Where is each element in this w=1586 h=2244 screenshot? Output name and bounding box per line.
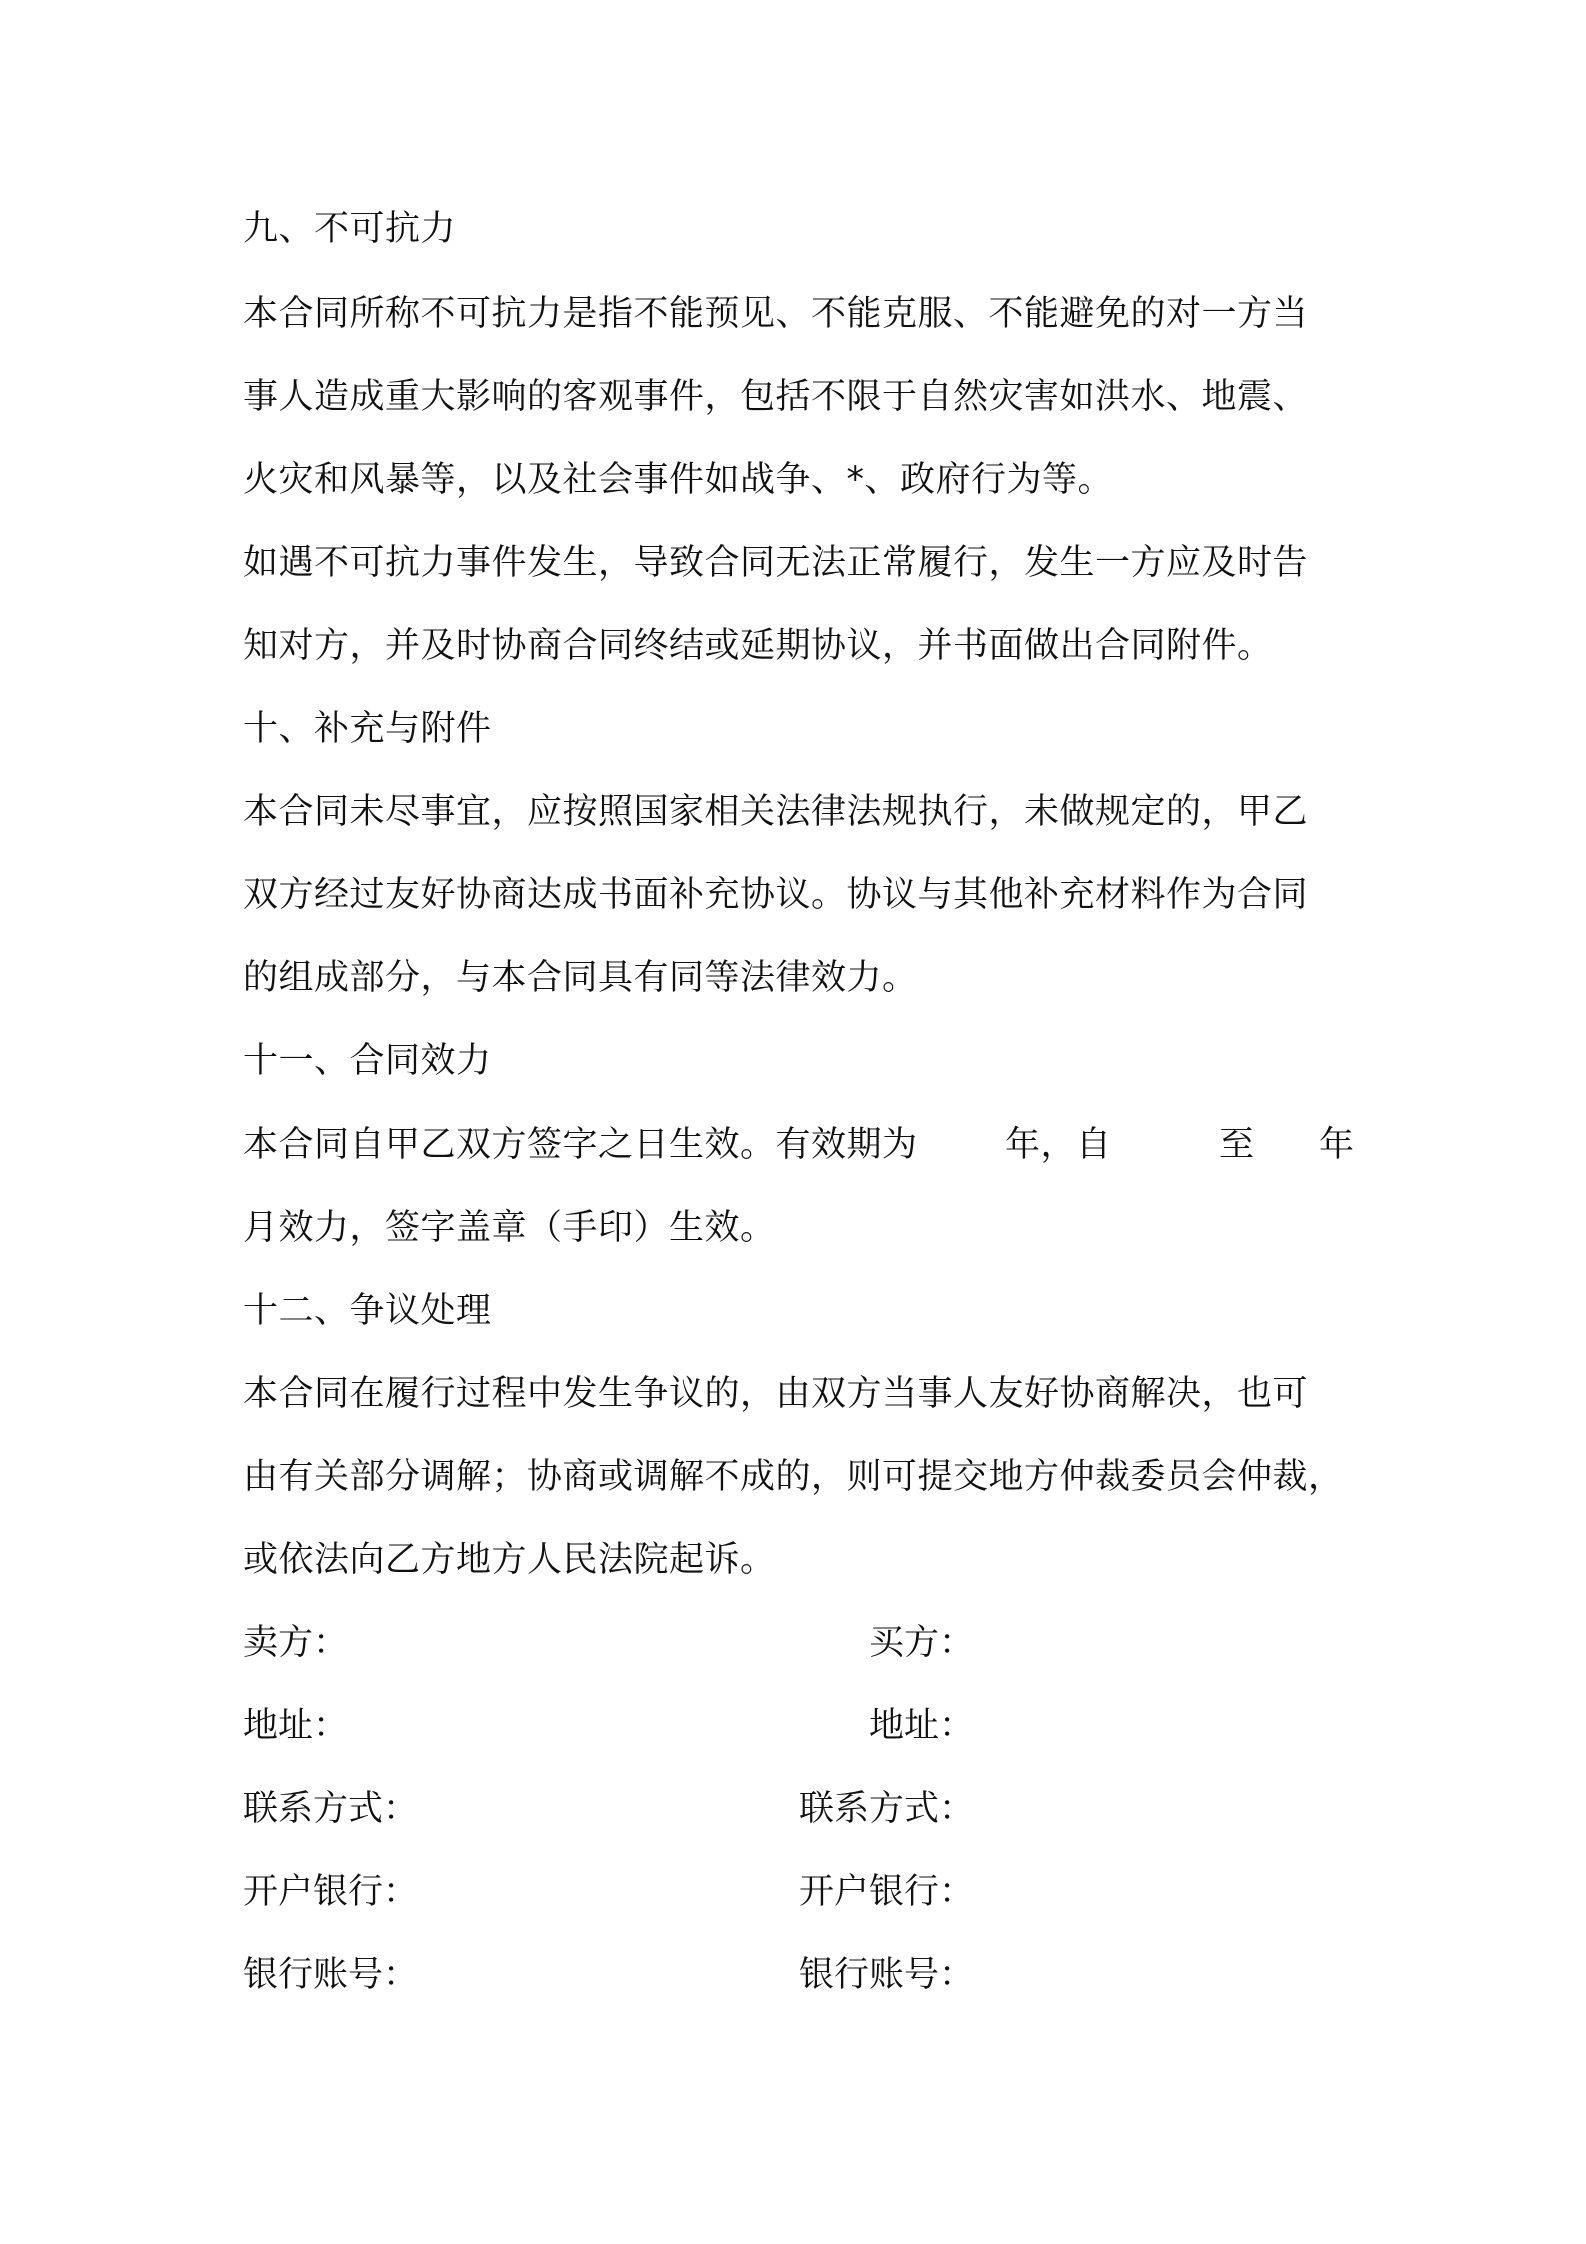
paragraph-line: 双方经过友好协商达成书面补充协议。协议与其他补充材料作为合同	[243, 875, 1309, 915]
paragraph-line: 知对方，并及时协商合同终结或延期协议，并书面做出合同附件。	[243, 626, 1273, 666]
paragraph-line: 本合同所称不可抗力是指不能预见、不能克服、不能避免的对一方当	[243, 294, 1309, 334]
section-heading-supplement: 十、补充与附件	[243, 709, 492, 749]
paragraph-line: 如遇不可抗力事件发生，导致合同无法正常履行，发生一方应及时告	[243, 543, 1309, 583]
section-heading-validity: 十一、合同效力	[243, 1041, 492, 1081]
buyer-address-label: 地址：	[868, 1706, 974, 1746]
paragraph-line: 月效力，签字盖章（手印）生效。	[243, 1208, 776, 1248]
paragraph-line: 本合同未尽事宜，应按照国家相关法律法规执行，未做规定的，甲乙	[243, 792, 1309, 832]
buyer-account-label: 银行账号：	[798, 1955, 974, 1995]
validity-text-year: 年，自	[1005, 1125, 1112, 1165]
paragraph-line: 本合同在履行过程中发生争议的，由双方当事人友好协商解决，也可	[243, 1374, 1309, 1414]
section-heading-dispute: 十二、争议处理	[243, 1291, 492, 1331]
validity-text-year-end: 年	[1319, 1125, 1355, 1165]
validity-text-start: 本合同自甲乙双方签字之日生效。有效期为	[243, 1125, 918, 1165]
validity-text-to: 至	[1219, 1125, 1255, 1165]
validity-line	[243, 1120, 1363, 1170]
section-heading-force-majeure: 九、不可抗力	[243, 209, 457, 249]
paragraph-line: 由有关部分调解；协商或调解不成的，则可提交地方仲裁委员会仲裁，	[243, 1457, 1344, 1497]
paragraph-line: 事人造成重大影响的客观事件，包括不限于自然灾害如洪水、地震、	[243, 377, 1309, 417]
paragraph-line: 火灾和风暴等，以及社会事件如战争、*、政府行为等。	[243, 460, 1114, 500]
buyer-bank-label: 开户银行：	[798, 1872, 974, 1912]
seller-label: 卖方：	[243, 1623, 349, 1663]
paragraph-line: 或依法向乙方地方人民法院起诉。	[243, 1540, 776, 1580]
seller-address-label: 地址：	[243, 1706, 349, 1746]
seller-bank-label: 开户银行：	[243, 1872, 419, 1912]
paragraph-line: 的组成部分，与本合同具有同等法律效力。	[243, 958, 918, 998]
seller-contact-label: 联系方式：	[243, 1789, 419, 1829]
seller-account-label: 银行账号：	[243, 1955, 419, 1995]
buyer-label: 买方：	[868, 1623, 974, 1663]
buyer-contact-label: 联系方式：	[798, 1789, 974, 1829]
